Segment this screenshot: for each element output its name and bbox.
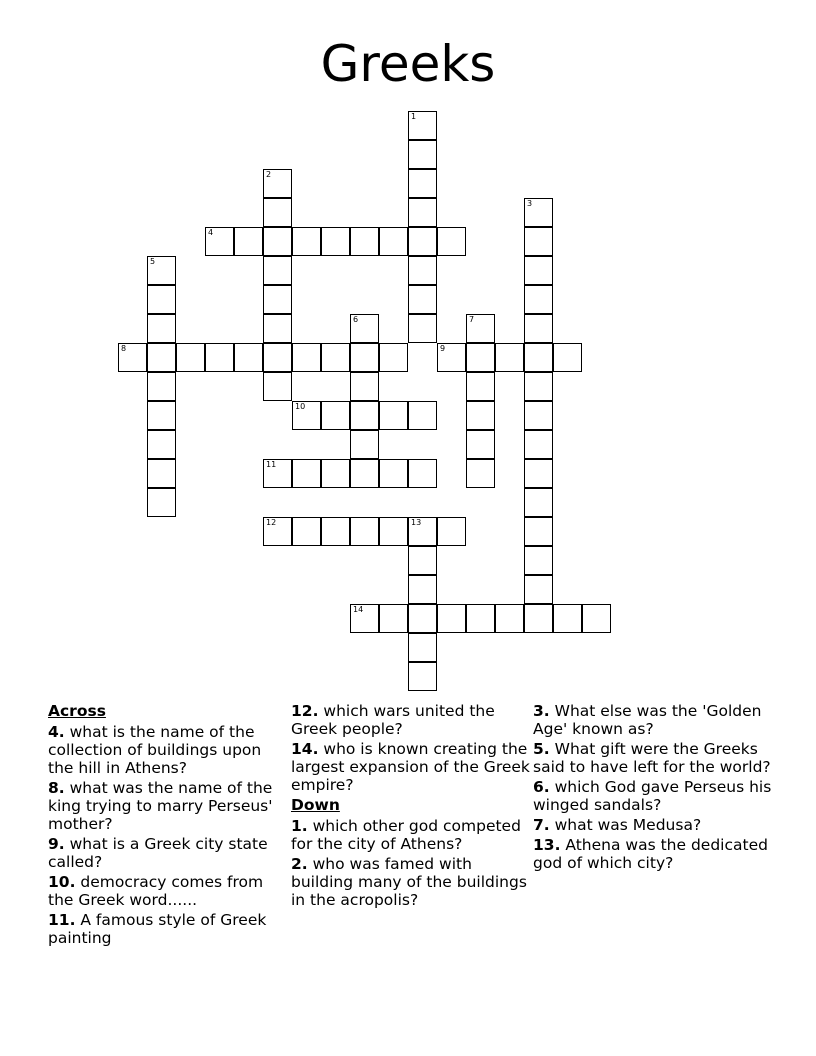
grid-cell[interactable]	[524, 314, 553, 343]
grid-cell[interactable]	[524, 430, 553, 459]
grid-cell[interactable]	[234, 343, 263, 372]
grid-cell[interactable]	[292, 401, 321, 430]
grid-cell[interactable]	[408, 285, 437, 314]
grid-cell[interactable]	[292, 459, 321, 488]
grid-cell[interactable]	[466, 372, 495, 401]
grid-cell[interactable]	[350, 604, 379, 633]
grid-cell[interactable]	[379, 604, 408, 633]
grid-cell[interactable]	[408, 401, 437, 430]
grid-cell[interactable]	[263, 517, 292, 546]
clue-item-number: 8.	[48, 779, 65, 797]
grid-cell[interactable]	[350, 517, 379, 546]
grid-cell[interactable]	[292, 343, 321, 372]
clue-item-number: 12.	[291, 702, 319, 720]
grid-cell[interactable]	[408, 575, 437, 604]
grid-cell[interactable]	[524, 256, 553, 285]
clue-item-text: which other god competed for the city of Athens?	[291, 817, 521, 853]
grid-cell[interactable]	[408, 227, 437, 256]
clue-item-text: What gift were the Greeks said to have left for the world?	[533, 740, 771, 776]
grid-cell[interactable]	[524, 488, 553, 517]
clue-number: 9	[440, 344, 446, 353]
grid-cell[interactable]	[263, 169, 292, 198]
down-heading: Down	[291, 796, 340, 814]
grid-cell[interactable]	[524, 459, 553, 488]
grid-cell[interactable]	[408, 140, 437, 169]
grid-cell[interactable]	[524, 285, 553, 314]
clue-item	[291, 817, 531, 853]
grid-cell[interactable]	[263, 372, 292, 401]
grid-cell[interactable]	[147, 343, 176, 372]
grid-cell[interactable]	[408, 662, 437, 691]
grid-cell[interactable]	[495, 604, 524, 633]
clue-item-text: what was Medusa?	[549, 816, 702, 834]
clue-item	[48, 873, 288, 909]
grid-cell[interactable]	[466, 343, 495, 372]
grid-cell[interactable]	[147, 372, 176, 401]
grid-cell[interactable]	[263, 343, 292, 372]
grid-cell[interactable]	[408, 314, 437, 343]
grid-cell[interactable]	[524, 372, 553, 401]
grid-cell[interactable]	[437, 604, 466, 633]
clue-item-text: who was famed with building many of the buildings in the acropolis?	[291, 855, 527, 909]
clue-item-text: Athena was the dedicated god of which city?	[533, 836, 768, 872]
grid-cell[interactable]	[524, 517, 553, 546]
grid-cell[interactable]	[495, 343, 524, 372]
grid-cell[interactable]	[582, 604, 611, 633]
grid-cell[interactable]	[524, 343, 553, 372]
clue-item	[533, 778, 773, 814]
clues-column-1	[48, 702, 288, 949]
grid-cell[interactable]	[524, 575, 553, 604]
grid-cell[interactable]	[408, 517, 437, 546]
grid-cell[interactable]	[147, 256, 176, 285]
clue-item-text: democracy comes from the Greek word......	[48, 873, 264, 909]
clue-item-number: 1.	[291, 817, 308, 835]
clue-number: 10	[295, 402, 306, 411]
clue-number: 12	[266, 518, 277, 527]
clue-item-number: 4.	[48, 723, 65, 741]
grid-cell[interactable]	[292, 227, 321, 256]
grid-cell[interactable]	[437, 343, 466, 372]
grid-cell[interactable]	[350, 343, 379, 372]
grid-cell[interactable]	[321, 343, 350, 372]
grid-cell[interactable]	[408, 256, 437, 285]
clue-item-text: which wars united the Greek people?	[291, 702, 495, 738]
grid-cell[interactable]	[263, 285, 292, 314]
clue-number: 6	[353, 315, 359, 324]
clue-item-number: 9.	[48, 835, 65, 853]
grid-cell[interactable]	[176, 343, 205, 372]
clue-number: 14	[353, 605, 364, 614]
clue-item	[48, 779, 288, 833]
clue-number: 1	[411, 112, 417, 121]
grid-cell[interactable]	[234, 227, 263, 256]
grid-cell[interactable]	[437, 227, 466, 256]
clue-item-number: 3.	[533, 702, 550, 720]
grid-cell[interactable]	[350, 459, 379, 488]
clue-item-number: 7.	[533, 816, 550, 834]
grid-cell[interactable]	[524, 198, 553, 227]
grid-cell[interactable]	[466, 604, 495, 633]
grid-cell[interactable]	[408, 111, 437, 140]
grid-cell[interactable]	[466, 314, 495, 343]
grid-cell[interactable]	[379, 343, 408, 372]
grid-cell[interactable]	[524, 604, 553, 633]
clue-item-text: who is known creating the largest expansion of the Greek empire?	[291, 740, 530, 794]
grid-cell[interactable]	[118, 343, 147, 372]
grid-cell[interactable]	[321, 517, 350, 546]
clue-item-number: 5.	[533, 740, 550, 758]
grid-cell[interactable]	[408, 198, 437, 227]
grid-cell[interactable]	[350, 372, 379, 401]
grid-cell[interactable]	[524, 227, 553, 256]
grid-cell[interactable]	[350, 227, 379, 256]
clue-item	[48, 723, 288, 777]
grid-cell[interactable]	[379, 517, 408, 546]
grid-cell[interactable]	[408, 546, 437, 575]
clue-item	[533, 816, 773, 834]
grid-cell[interactable]	[147, 430, 176, 459]
grid-cell[interactable]	[408, 604, 437, 633]
clue-item-number: 6.	[533, 778, 550, 796]
clue-item	[533, 702, 773, 738]
clue-item-text: what is the name of the collection of buildings upon the hill in Athens?	[48, 723, 262, 777]
clue-item	[533, 836, 773, 872]
clue-number: 3	[527, 199, 533, 208]
grid-cell[interactable]	[350, 430, 379, 459]
grid-cell[interactable]	[147, 488, 176, 517]
grid-cell[interactable]	[292, 517, 321, 546]
grid-cell[interactable]	[321, 227, 350, 256]
clues-column-2	[291, 702, 531, 911]
clue-number: 4	[208, 228, 214, 237]
grid-cell[interactable]	[147, 285, 176, 314]
clue-number: 5	[150, 257, 156, 266]
clue-item	[291, 740, 531, 794]
grid-cell[interactable]	[466, 401, 495, 430]
grid-cell[interactable]	[263, 227, 292, 256]
clue-item-number: 10.	[48, 873, 76, 891]
grid-cell[interactable]	[263, 314, 292, 343]
grid-cell[interactable]	[321, 459, 350, 488]
grid-cell[interactable]	[263, 256, 292, 285]
grid-cell[interactable]	[350, 314, 379, 343]
grid-cell[interactable]	[205, 227, 234, 256]
clue-item-number: 2.	[291, 855, 308, 873]
grid-cell[interactable]	[379, 459, 408, 488]
grid-cell[interactable]	[466, 459, 495, 488]
clue-number: 7	[469, 315, 475, 324]
grid-cell[interactable]	[147, 459, 176, 488]
grid-cell[interactable]	[379, 401, 408, 430]
grid-cell[interactable]	[263, 198, 292, 227]
clue-item	[48, 911, 288, 947]
puzzle-title: Greeks	[320, 35, 496, 93]
clue-number: 8	[121, 344, 127, 353]
clue-item-number: 14.	[291, 740, 319, 758]
grid-cell[interactable]	[350, 401, 379, 430]
grid-cell[interactable]	[524, 546, 553, 575]
grid-cell[interactable]	[437, 517, 466, 546]
grid-cell[interactable]	[466, 430, 495, 459]
grid-cell[interactable]	[379, 227, 408, 256]
grid-cell[interactable]	[321, 401, 350, 430]
grid-cell[interactable]	[205, 343, 234, 372]
clue-item-text: what was the name of the king trying to marry Perseus' mother?	[48, 779, 273, 833]
clue-item-text: A famous style of Greek painting	[48, 911, 267, 947]
grid-cell[interactable]	[553, 343, 582, 372]
clues-column-3	[533, 702, 773, 874]
clue-number: 2	[266, 170, 272, 179]
clue-item-text: which God gave Perseus his winged sandals?	[533, 778, 772, 814]
clue-number: 13	[411, 518, 422, 527]
clue-item-number: 11.	[48, 911, 76, 929]
clue-item-text: What else was the 'Golden Age' known as?	[533, 702, 762, 738]
grid-cell[interactable]	[147, 401, 176, 430]
grid-cell[interactable]	[553, 604, 582, 633]
grid-cell[interactable]	[147, 314, 176, 343]
across-heading: Across	[48, 702, 106, 720]
clue-item-number: 13.	[533, 836, 561, 854]
grid-cell[interactable]	[263, 459, 292, 488]
grid-cell[interactable]	[408, 169, 437, 198]
clue-item	[291, 702, 531, 738]
clue-item	[291, 855, 531, 909]
clue-item	[48, 835, 288, 871]
grid-cell[interactable]	[408, 459, 437, 488]
clue-item-text: what is a Greek city state called?	[48, 835, 268, 871]
clue-number: 11	[266, 460, 277, 469]
clue-item	[533, 740, 773, 776]
grid-cell[interactable]	[524, 401, 553, 430]
grid-cell[interactable]	[408, 633, 437, 662]
